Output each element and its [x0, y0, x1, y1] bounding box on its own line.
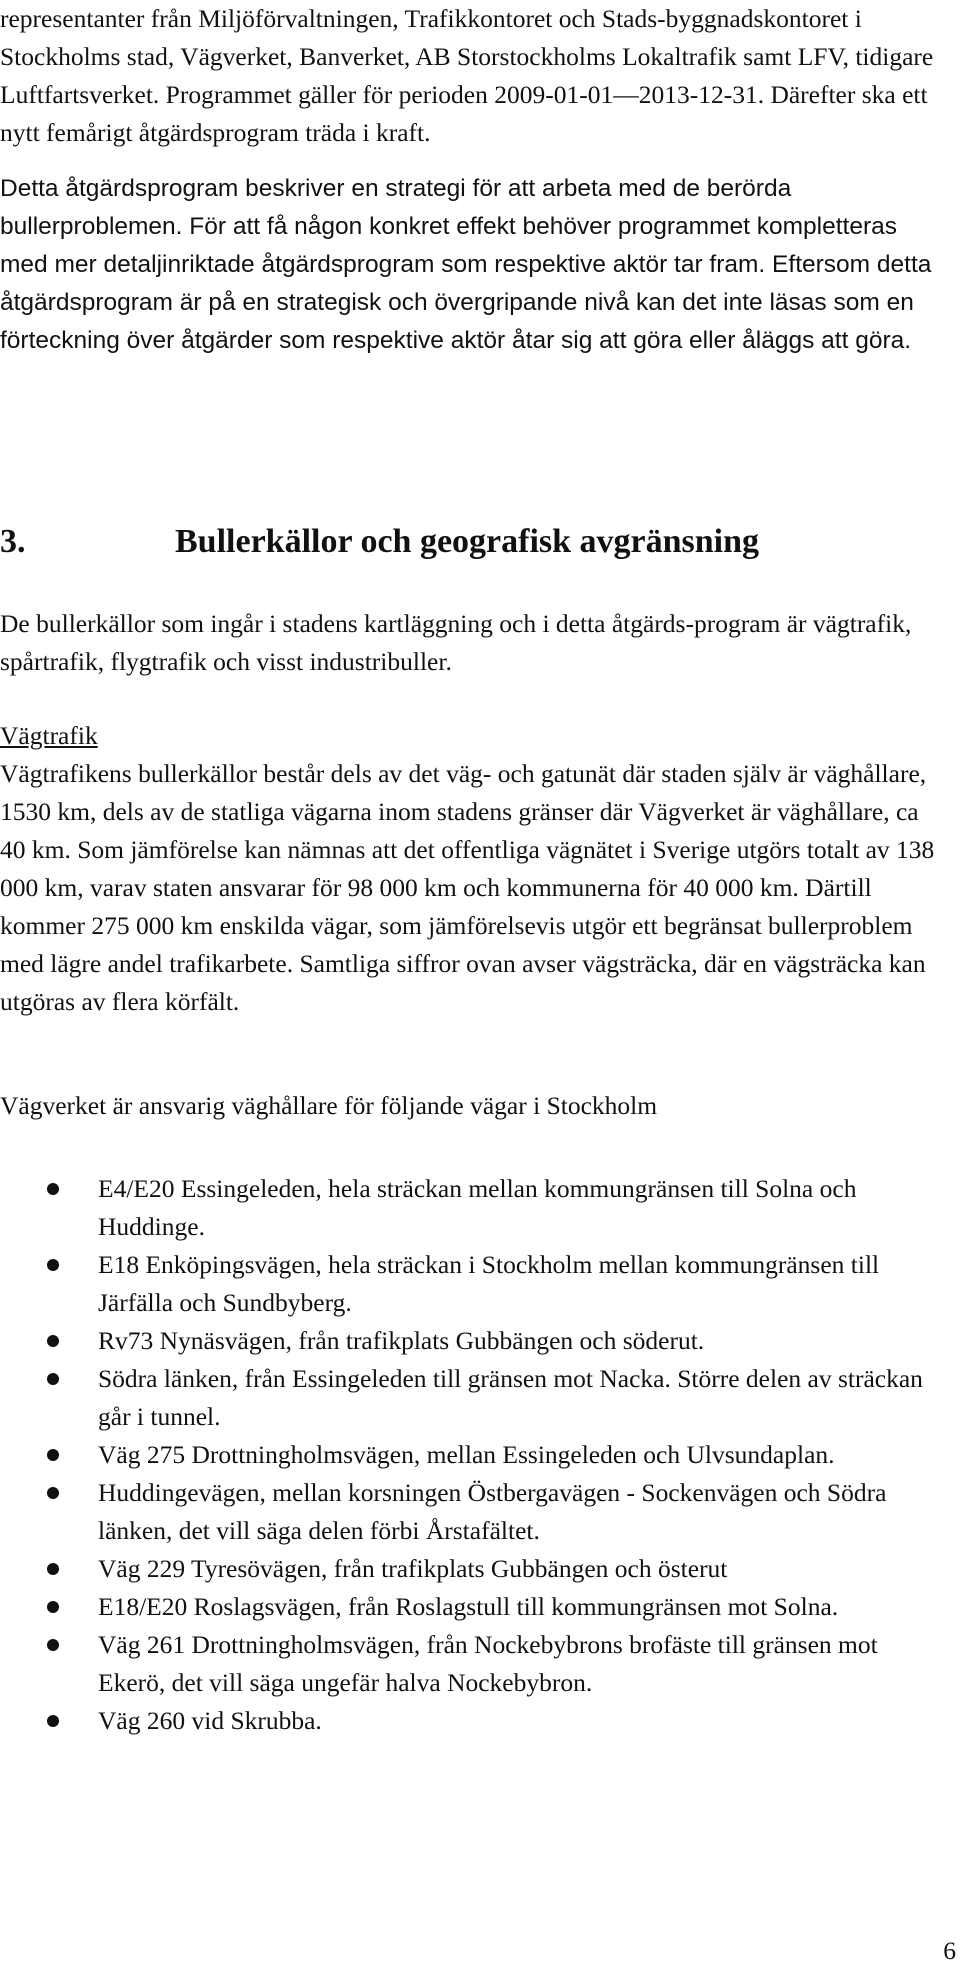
list-item-text: Väg 229 Tyresövägen, från trafikplats Gubbängen och österut [98, 1554, 728, 1583]
intro-paragraph: representanter från Miljöförvaltningen, Trafikkontoret och Stads-byggnadskontoret i Stockholms stad, Vägverket, Banverket, AB Storstockholms Lokaltrafik samt LFV, tidigare Luftfartsverket. Programmet gäller för perioden 2009-01-01—2013-12-31. Därefter ska ett nytt femårigt åtgärdsprogram träda i kraft. [0, 4, 934, 147]
page-number: 6 [943, 1936, 956, 1965]
list-item-text: Väg 260 vid Skrubba. [98, 1706, 322, 1735]
list-item [0, 1550, 950, 1588]
list-item [0, 1588, 950, 1626]
bullet-icon [47, 1601, 59, 1613]
list-item [0, 1702, 950, 1740]
section-number: 3. [0, 523, 26, 560]
list-item [0, 1170, 950, 1246]
list-item-text: Väg 275 Drottningholmsvägen, mellan Essingeleden och Ulvsundaplan. [98, 1440, 835, 1469]
section-title: Bullerkällor och geografisk avgränsning [175, 523, 760, 560]
bullet-icon [47, 1373, 59, 1385]
list-item-text: E18 Enköpingsvägen, hela sträckan i Stockholm mellan kommungränsen till Järfälla och Sundbyberg. [98, 1250, 880, 1317]
list-item-text: Väg 261 Drottningholmsvägen, från Nockebybrons brofäste till gränsen mot Ekerö, det vill säga ungefär halva Nockebybron. [98, 1630, 878, 1697]
list-item [0, 1360, 950, 1436]
bullet-icon [47, 1563, 59, 1575]
list-item-text: Södra länken, från Essingeleden till gränsen mot Nacka. Större delen av sträckan går i tunnel. [98, 1364, 923, 1431]
list-item [0, 1246, 950, 1322]
bullet-icon [47, 1487, 59, 1499]
list-item [0, 1436, 950, 1474]
list-item [0, 1626, 950, 1702]
list-item-text: E4/E20 Essingeleden, hela sträckan mellan kommungränsen till Solna och Huddinge. [98, 1174, 857, 1241]
bullet-icon [47, 1183, 59, 1195]
list-item [0, 1474, 950, 1550]
road-traffic-paragraph: Vägtrafikens bullerkällor består dels av det väg- och gatunät där staden själv är väghållare, 1530 km, dels av de statliga vägarna inom stadens gränser där Vägverket är väghållare, ca 40 km. Som jämförelse kan nämnas att det offentliga vägnätet i Sverige utgörs totalt av 138 000 km, varav staten ansvarar för 98 000 km och kommunerna för 40 000 km. Därtill kommer 275 000 km enskilda vägar, som jämförelsevis utgör ett begränsat bullerproblem med lägre andel trafikarbete. Samtliga siffror ovan avser vägsträcka, där en vägsträcka kan utgöras av flera körfält. [0, 759, 935, 1016]
state-roads-list [0, 1170, 950, 1740]
strategy-paragraph: Detta åtgärdsprogram beskriver en strategi för att arbeta med de berörda bullerproblemen. För att få någon konkret effekt behöver programmet kompletteras med mer detaljinriktade åtgärdsprogram som respektive aktör tar fram. Eftersom detta åtgärdsprogram är på en strategisk och övergripande nivå kan det inte läsas som en förteckning över åtgärder som respektive aktör åtar sig att göra eller åläggs att göra. [0, 175, 932, 354]
bullet-icon [47, 1449, 59, 1461]
list-item-text: Huddingevägen, mellan korsningen Östbergavägen - Sockenvägen och Södra länken, det vill säga delen förbi Årstafältet. [98, 1478, 887, 1545]
list-item [0, 1322, 950, 1360]
road-list-intro: Vägverket är ansvarig väghållare för följande vägar i Stockholm [0, 1091, 658, 1120]
list-item-text: Rv73 Nynäsvägen, från trafikplats Gubbängen och söderut. [98, 1326, 705, 1355]
section-heading [0, 522, 759, 562]
bullet-icon [47, 1259, 59, 1271]
section-intro-paragraph: De bullerkällor som ingår i stadens kartläggning och i detta åtgärds-program är vägtrafik, spårtrafik, flygtrafik och visst industribuller. [0, 609, 912, 676]
bullet-icon [47, 1639, 59, 1651]
list-item-text: E18/E20 Roslagsvägen, från Roslagstull till kommungränsen mot Solna. [98, 1592, 839, 1621]
bullet-icon [47, 1715, 59, 1727]
road-traffic-heading: Vägtrafik [0, 721, 98, 750]
bullet-icon [47, 1335, 59, 1347]
